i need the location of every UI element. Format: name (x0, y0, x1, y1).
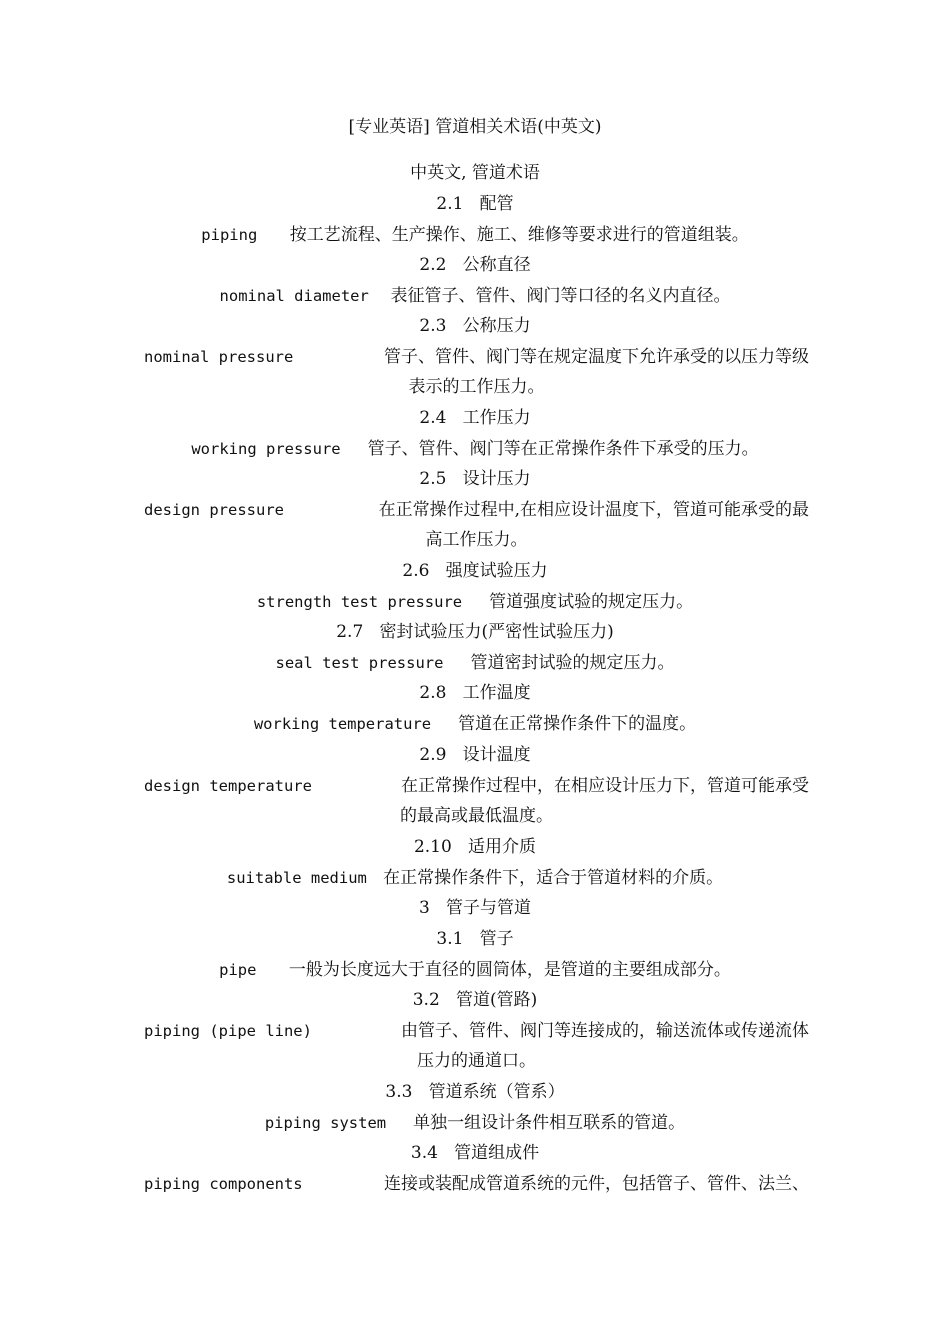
entry-heading: 2.9 设计温度 (419, 745, 531, 765)
entry-definition-line (0, 652, 950, 674)
term-chinese-definition: 管道强度试验的规定压力。 (489, 592, 694, 612)
term-chinese-definition: 管子、管件、阀门等在正常操作条件下承受的压力。 (367, 439, 759, 459)
term-chinese-definition-continued: 压力的通道口。 (417, 1051, 536, 1071)
entry-definition-line (0, 867, 950, 889)
term-chinese-definition: 管子、管件、阀门等在规定温度下允许承受的以压力等级 (384, 347, 809, 367)
term-english: design pressure (144, 501, 284, 519)
term-chinese-definition: 连接或装配成管道系统的元件，包括管子、管件、法兰、 (384, 1174, 809, 1194)
term-chinese-definition: 按工艺流程、生产操作、施工、维修等要求进行的管道组装。 (289, 225, 749, 245)
entry-definition-line (0, 285, 950, 307)
entry-heading: 2.1 配管 (436, 194, 514, 214)
entry-heading: 3.4 管道组成件 (410, 1143, 540, 1163)
entry-heading: 2.8 工作温度 (419, 683, 531, 703)
entry-heading: 2.4 工作压力 (419, 408, 531, 428)
entry-definition-block (144, 495, 809, 555)
term-english: piping (201, 226, 258, 244)
term-english: piping components (144, 1175, 303, 1193)
entry-heading: 3.2 管道(管路) (412, 990, 538, 1010)
term-chinese-definition-continued: 高工作压力。 (425, 530, 528, 550)
entry-definition-block (144, 342, 809, 402)
term-english: working temperature (253, 715, 432, 733)
entry-heading: 3.3 管道系统（管系） (385, 1082, 565, 1102)
entry-heading: 2.6 强度试验压力 (402, 561, 548, 581)
entry-definition-block (144, 1169, 809, 1199)
entry-definition-line (0, 438, 950, 460)
term-english: seal test pressure (275, 654, 444, 672)
term-chinese-definition: 在正常操作条件下，适合于管道材料的介质。 (383, 868, 724, 888)
term-english: suitable medium (226, 869, 367, 887)
term-chinese-definition: 由管子、管件、阀门等连接成的，输送流体或传递流体 (401, 1021, 809, 1041)
term-english: working pressure (191, 440, 341, 458)
entry-heading: 3.1 管子 (436, 929, 514, 949)
term-english: nominal pressure (144, 348, 294, 366)
entry-heading: 2.3 公称压力 (419, 316, 531, 336)
document-subtitle: 中英文, 管道术语 (410, 163, 540, 183)
term-chinese-definition: 管道在正常操作条件下的温度。 (458, 714, 697, 734)
term-english: pipe (219, 961, 257, 979)
term-chinese-definition: 表征管子、管件、阀门等口径的名义内直径。 (390, 286, 731, 306)
entry-definition-line (0, 1112, 950, 1134)
term-english: piping system (264, 1114, 387, 1132)
term-chinese-definition: 在正常操作过程中，在相应设计压力下，管道可能承受 (401, 776, 809, 796)
entry-definition-line (0, 591, 950, 613)
term-english: nominal diameter (219, 287, 369, 305)
entry-definition-block (144, 1016, 809, 1076)
term-english: strength test pressure (256, 593, 463, 611)
entry-definition-line (0, 224, 950, 246)
section-heading: 3 管子与管道 (418, 898, 532, 918)
entry-definition-block (144, 771, 809, 831)
term-english: piping (pipe line) (144, 1022, 312, 1040)
entry-heading: 2.7 密封试验压力(严密性试验压力) (336, 622, 614, 642)
entry-definition-line (0, 959, 950, 981)
entry-heading: 2.5 设计压力 (419, 469, 531, 489)
entry-heading: 2.10 适用介质 (413, 837, 537, 857)
term-chinese-definition-continued: 表示的工作压力。 (408, 377, 545, 397)
term-chinese-definition-continued: 的最高或最低温度。 (400, 806, 553, 826)
term-english: design temperature (144, 777, 312, 795)
document-title: [专业英语] 管道相关术语(中英文) (348, 117, 602, 137)
term-chinese-definition: 管道密封试验的规定压力。 (470, 653, 675, 673)
entry-heading: 2.2 公称直径 (419, 255, 531, 275)
term-chinese-definition: 单独一组设计条件相互联系的管道。 (413, 1113, 686, 1133)
term-chinese-definition: 在正常操作过程中,在相应设计温度下，管道可能承受的最 (378, 500, 809, 520)
term-chinese-definition: 一般为长度远大于直径的圆筒体，是管道的主要组成部分。 (288, 960, 731, 980)
entry-definition-line (0, 713, 950, 735)
